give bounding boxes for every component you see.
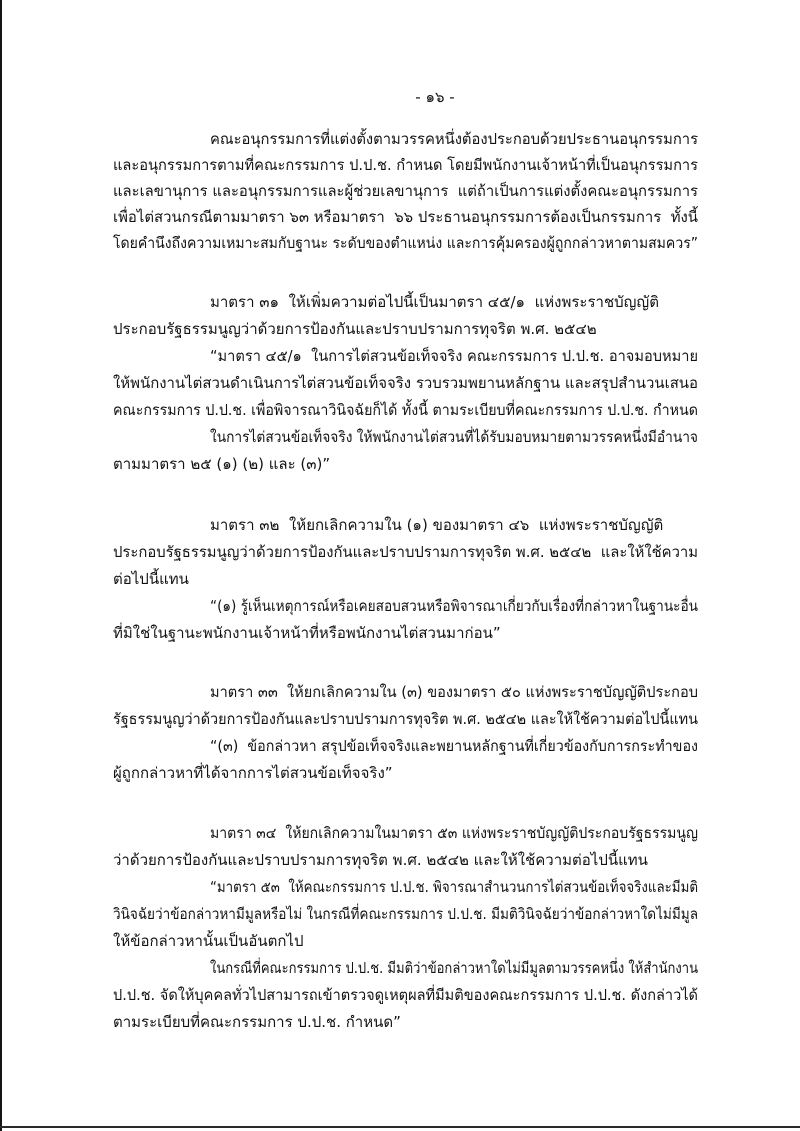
line-text: รัฐธรรมนูญว่าด้วยการป้องกันและปราบปรามการทุจริต พ.ศ. ๒๕๔๒ และให้ใช้ความต่อไปนี้แทน <box>113 710 699 728</box>
line-text: มาตรา ๓๑ ให้เพิ่มความต่อไปนี้เป็นมาตรา ๔๕/๑ แห่งพระราชบัญญัติ <box>210 293 659 311</box>
line-text: ตามมาตรา ๒๕ (๑) (๒) และ (๓)” <box>113 455 331 473</box>
text-line <box>113 230 698 256</box>
text-line <box>113 620 698 647</box>
line-text: ที่มิใช่ในฐานะพนักงานเจ้าหน้าที่หรือพนักงานไต่สวนมาก่อน” <box>113 624 501 642</box>
text-line <box>113 539 698 566</box>
line-text: คณะกรรมการ ป.ป.ช. เพื่อพิจารณาวินิจฉัยก็ได้ ทั้งนี้ ตามระเบียบที่คณะกรรมการ ป.ป.ช. กำหนด <box>113 401 698 419</box>
line-text: คณะอนุกรรมการที่แต่งตั้งตามวรรคหนึ่งต้องประกอบด้วยประธานอนุกรรมการ <box>210 130 699 148</box>
section-34 <box>113 820 698 1036</box>
line-text: ประกอบรัฐธรรมนูญว่าด้วยการป้องกันและปราบปรามการทุจริต พ.ศ. ๒๕๔๒ <box>113 320 597 338</box>
line-text: ป.ป.ช. จัดให้บุคคลทั่วไปสามารถเข้าตรวจดูเหตุผลที่มีมติของคณะกรรมการ ป.ป.ช. ดังกล่าวได้ <box>113 986 698 1004</box>
scan-edge-left <box>0 0 2 1131</box>
text-line <box>113 982 698 1009</box>
section-continuation <box>113 126 698 256</box>
line-text: “มาตรา ๔๕/๑ ในการไต่สวนข้อเท็จจริง คณะกรรมการ ป.ป.ช. อาจมอบหมาย <box>210 347 699 365</box>
line-text: “มาตรา ๕๓ ให้คณะกรรมการ ป.ป.ช. พิจารณาสำนวนการไต่สวนข้อเท็จจริงและมีมติ <box>210 878 699 896</box>
text-line <box>113 424 698 451</box>
line-text: มาตรา ๓๓ ให้ยกเลิกความใน (๓) ของมาตรา ๕๐ แห่งพระราชบัญญัติประกอบ <box>210 683 698 701</box>
line-text: ในกรณีที่คณะกรรมการ ป.ป.ช. มีมติว่าข้อกล่าวหาใดไม่มีมูลตามวรรคหนึ่ง ให้สำนักงาน <box>210 959 698 977</box>
text-line <box>113 397 698 424</box>
line-text: ผู้ถูกกล่าวหาที่ได้จากการไต่สวนข้อเท็จจริง” <box>113 764 393 782</box>
section-31 <box>113 289 698 478</box>
text-line <box>113 847 698 874</box>
line-text: มาตรา ๓๒ ให้ยกเลิกความใน (๑) ของมาตรา ๔๖ แห่งพระราชบัญญัติ <box>210 516 664 534</box>
text-line <box>113 152 698 178</box>
line-text: ตามระเบียบที่คณะกรรมการ ป.ป.ช. กำหนด” <box>113 1013 401 1031</box>
text-line <box>113 706 698 733</box>
line-text: และเลขานุการ และอนุกรรมการและผู้ช่วยเลขานุการ แต่ถ้าเป็นการแต่งตั้งคณะอนุกรรมการ <box>113 182 698 200</box>
text-line <box>113 901 698 928</box>
text-line <box>113 820 698 847</box>
scan-edge-bottom <box>0 1126 800 1128</box>
line-text: โดยคำนึงถึงความเหมาะสมกับฐานะ ระดับของตำแหน่ง และการคุ้มครองผู้ถูกกล่าวหาตามสมควร” <box>113 234 699 252</box>
section-33 <box>113 679 698 787</box>
text-line <box>113 566 698 593</box>
text-line <box>113 928 698 955</box>
line-text: “(๓) ข้อกล่าวหา สรุปข้อเท็จจริงและพยานหลักฐานที่เกี่ยวข้องกับการกระทำของ <box>210 737 699 755</box>
line-text: ให้ข้อกล่าวหานั้นเป็นอันตกไป <box>113 932 304 950</box>
line-text: เพื่อไต่สวนกรณีตามมาตรา ๖๓ หรือมาตรา ๖๖ ประธานอนุกรรมการต้องเป็นกรรมการ ทั้งนี้ <box>113 208 698 226</box>
line-text: ในการไต่สวนข้อเท็จจริง ให้พนักงานไต่สวนที่ได้รับมอบหมายตามวรรคหนึ่งมีอำนาจ <box>210 428 698 446</box>
text-line <box>113 204 698 230</box>
text-line <box>113 679 698 706</box>
line-text: มาตรา ๓๔ ให้ยกเลิกความในมาตรา ๕๓ แห่งพระราชบัญญัติประกอบรัฐธรรมนูญ <box>210 824 699 842</box>
text-line <box>113 512 698 539</box>
text-line <box>113 593 698 620</box>
text-line <box>113 316 698 343</box>
text-line <box>113 760 698 787</box>
text-line <box>113 955 698 982</box>
text-line <box>113 370 698 397</box>
line-text: ให้พนักงานไต่สวนดำเนินการไต่สวนข้อเท็จจริง รวบรวมพยานหลักฐาน และสรุปสำนวนเสนอ <box>113 374 698 392</box>
line-text: และอนุกรรมการตามที่คณะกรรมการ ป.ป.ช. กำหนด โดยมีพนักงานเจ้าหน้าที่เป็นอนุกรรมการ <box>113 156 698 174</box>
line-text: ต่อไปนี้แทน <box>113 570 189 588</box>
text-line <box>113 874 698 901</box>
text-line <box>113 178 698 204</box>
text-line <box>113 343 698 370</box>
page-number: - ๑๖ - <box>415 88 455 106</box>
line-text: “(๑) รู้เห็นเหตุการณ์หรือเคยสอบสวนหรือพิจารณาเกี่ยวกับเรื่องที่กล่าวหาในฐานะอื่น <box>210 597 698 615</box>
line-text: ว่าด้วยการป้องกันและปราบปรามการทุจริต พ.ศ. ๒๕๔๒ และให้ใช้ความต่อไปนี้แทน <box>113 851 648 869</box>
text-line <box>113 733 698 760</box>
text-line <box>113 451 698 478</box>
text-line <box>113 1009 698 1036</box>
text-line <box>113 126 698 152</box>
section-32 <box>113 512 698 647</box>
line-text: วินิจฉัยว่าข้อกล่าวหามีมูลหรือไม่ ในกรณีที่คณะกรรมการ ป.ป.ช. มีมติวินิจฉัยว่าข้อกล่าวหาใดไม่มีมูล <box>113 905 699 923</box>
text-line <box>113 289 698 316</box>
line-text: ประกอบรัฐธรรมนูญว่าด้วยการป้องกันและปราบปรามการทุจริต พ.ศ. ๒๕๔๒ และให้ใช้ความ <box>113 543 699 561</box>
